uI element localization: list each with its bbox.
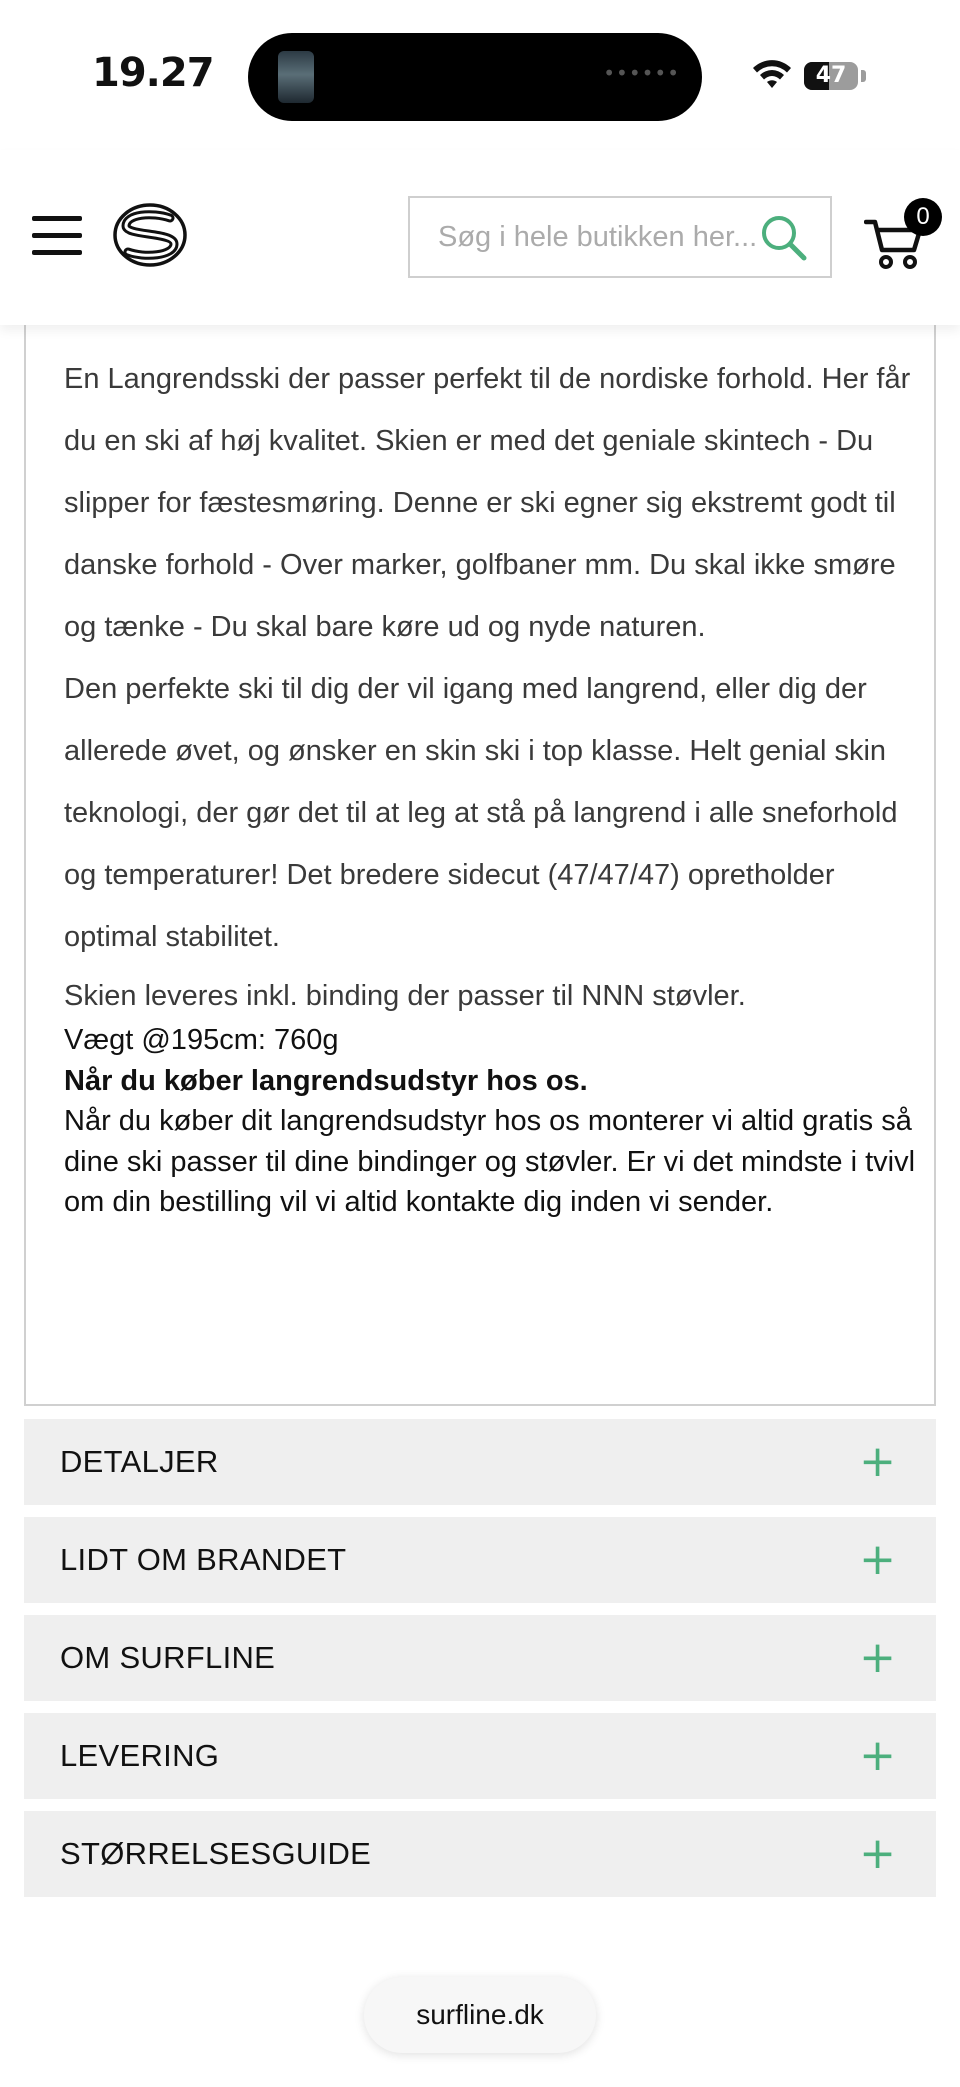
accordion-om-surfline[interactable]: [24, 1615, 936, 1701]
plus-icon[interactable]: +: [859, 1632, 896, 1683]
cart-count-badge[interactable]: 0: [904, 198, 942, 236]
wifi-icon: [750, 56, 794, 90]
media-thumbnail: [278, 51, 314, 103]
accordion-detaljer[interactable]: [24, 1419, 936, 1505]
description-text: [64, 348, 924, 1223]
description-paragraph: Den perfekte ski til dig der vil igang med langrend, eller dig der allerede øvet, og ønsker en skin ski i top klasse. Helt genial skin teknologi, der gør det til at leg at stå på langrend i alle sneforhold og temperaturer! Det bredere sidecut (47/47/47) opretholder optimal stabilitet.: [64, 673, 898, 953]
description-weight: Vægt @195cm: 760g: [64, 1024, 339, 1056]
site-header: [0, 150, 960, 325]
accordion-label: LEVERING: [60, 1738, 220, 1773]
plus-icon[interactable]: +: [859, 1828, 896, 1879]
browser-url-bar[interactable]: surfline.dk: [364, 1977, 596, 2053]
plus-icon[interactable]: +: [859, 1534, 896, 1585]
plus-icon[interactable]: +: [859, 1730, 896, 1781]
accordion-label: OM SURFLINE: [60, 1640, 276, 1675]
status-time: 19.27: [92, 50, 214, 96]
accordion-lidt-om-brandet[interactable]: [24, 1517, 936, 1603]
dynamic-island[interactable]: [248, 33, 702, 121]
accordion-label: STØRRELSESGUIDE: [60, 1836, 372, 1871]
accordion-label: DETALJER: [60, 1444, 219, 1479]
accordion-levering[interactable]: [24, 1713, 936, 1799]
battery-nub: [861, 70, 866, 82]
search-input[interactable]: [438, 198, 778, 276]
product-description: [24, 300, 936, 1406]
status-bar: [0, 0, 960, 150]
battery-percent: 47: [815, 63, 847, 88]
search-icon[interactable]: [758, 212, 810, 264]
description-heading: Når du køber langrendsudstyr hos os.: [64, 1064, 588, 1097]
surfline-logo[interactable]: [112, 202, 188, 268]
description-paragraph: Når du køber dit langrendsudstyr hos os monterer vi altid gratis så dine ski passer til dine bindinger og støvler. Er vi det mindste i tvivl om din bestilling vil vi altid kontakte dig inden vi sender.: [64, 1105, 916, 1218]
description-paragraph: En Langrendsski der passer perfekt til de nordiske forhold. Her får du en ski af høj kvalitet. Skien er med det geniale skintech - Du slipper for fæstesmøring. Denne er ski egner sig ekstremt godt til danske forhold - Over marker, golfbaner mm. Du skal ikke smøre og tænke - Du skal bare køre ud og nyde naturen.: [64, 363, 911, 643]
plus-icon[interactable]: +: [859, 1436, 896, 1487]
search-box[interactable]: [408, 196, 832, 278]
audio-waveform-icon: ••••••: [603, 61, 680, 85]
battery-icon: [804, 62, 858, 90]
hamburger-menu-icon[interactable]: [32, 216, 82, 256]
accordion-stoerrelsesguide[interactable]: [24, 1811, 936, 1897]
description-binding-note: Skien leveres inkl. binding der passer til NNN støvler.: [64, 980, 746, 1012]
accordion-label: LIDT OM BRANDET: [60, 1542, 347, 1577]
